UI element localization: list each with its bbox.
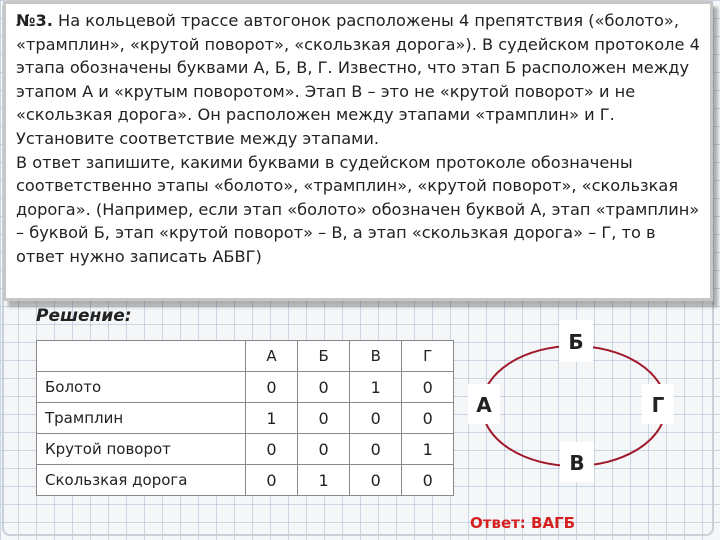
answer-text: Ответ: ВАГБ bbox=[470, 514, 576, 532]
ring-diagram bbox=[462, 310, 707, 510]
table-cell: 0 bbox=[402, 403, 454, 434]
table-row bbox=[37, 372, 454, 403]
table-row bbox=[37, 465, 454, 496]
column-header: В bbox=[350, 341, 402, 372]
table-cell: 0 bbox=[246, 465, 298, 496]
column-header: А bbox=[246, 341, 298, 372]
table-cell: 0 bbox=[298, 403, 350, 434]
problem-text-1: На кольцевой трассе автогонок расположены 4 препятствия («болото», «трамплин», «крутой поворот», «скользкая дорога»). В судейском протоколе 4 этапа обозначены буквами А, Б, В, Г. Известно, что этап Б расположен между этапом А и «крутым поворотом». Этап В – это не «крутой поворот» и не «скользкая дорога». Он расположен между этапами «трамплин» и Г. Установите соответствие между этапами. bbox=[16, 11, 700, 148]
problem-paragraph-1 bbox=[16, 9, 702, 151]
solution-label: Решение: bbox=[36, 306, 132, 326]
problem-box bbox=[3, 1, 713, 301]
row-label: Трамплин bbox=[37, 403, 246, 434]
table-cell: 0 bbox=[402, 465, 454, 496]
table-cell: 1 bbox=[246, 403, 298, 434]
table-cell: 0 bbox=[298, 434, 350, 465]
table-cell: 0 bbox=[246, 434, 298, 465]
table-row bbox=[37, 403, 454, 434]
table-header-row bbox=[37, 341, 454, 372]
table-cell: 1 bbox=[402, 434, 454, 465]
table-cell: 0 bbox=[350, 434, 402, 465]
solution-table bbox=[36, 340, 454, 496]
problem-number: №3. bbox=[16, 11, 53, 30]
node-bottom-label: В bbox=[569, 451, 585, 475]
table-cell: 0 bbox=[350, 465, 402, 496]
problem-paragraph-2: В ответ запишите, какими буквами в судейском протоколе обозначены соответственно этапы «болото», «трамплин», «крутой поворот», «скользкая дорога». (Например, если этап «болото» обозначен буквой А, этап «трамплин» – буквой Б, этап «крутой поворот» – В, а этап «скользкая дорога» – Г, то в ответ нужно записать АБВГ) bbox=[16, 152, 700, 266]
row-label: Крутой поворот bbox=[37, 434, 246, 465]
node-left-label: А bbox=[476, 393, 492, 417]
table-cell: 0 bbox=[298, 372, 350, 403]
row-label: Скользкая дорога bbox=[37, 465, 246, 496]
node-top-label: Б bbox=[568, 330, 584, 354]
table-cell: 1 bbox=[298, 465, 350, 496]
node-right-label: Г bbox=[651, 393, 665, 417]
table-cell: 1 bbox=[350, 372, 402, 403]
table-corner-cell bbox=[37, 341, 246, 372]
table-cell: 0 bbox=[350, 403, 402, 434]
table-cell: 0 bbox=[402, 372, 454, 403]
row-label: Болото bbox=[37, 372, 246, 403]
table-cell: 0 bbox=[246, 372, 298, 403]
column-header: Г bbox=[402, 341, 454, 372]
table-row bbox=[37, 434, 454, 465]
column-header: Б bbox=[298, 341, 350, 372]
